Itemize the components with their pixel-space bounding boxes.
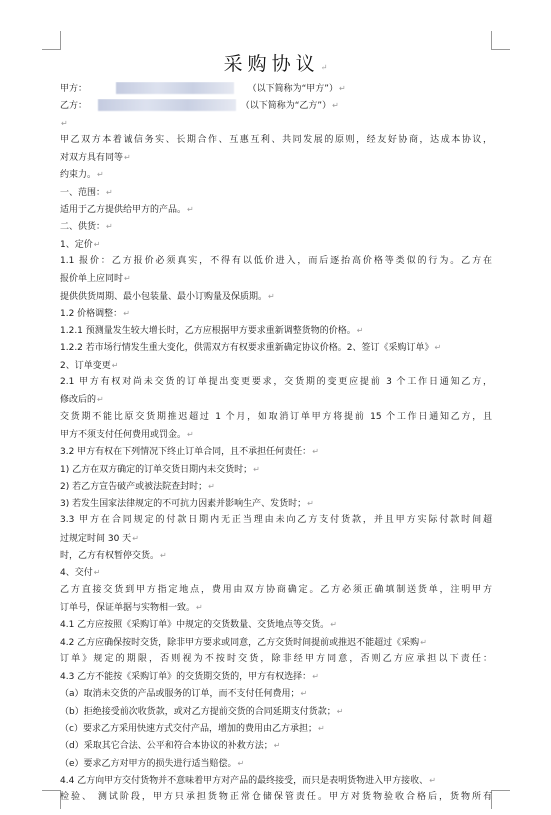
paragraph-mark-icon: ↵: [332, 101, 339, 111]
paragraph-mark-icon: ↵: [336, 706, 344, 716]
line-text: 4.1 乙方应按照《采购订单》中规定的交货数量、交货地点等交货。: [60, 620, 330, 631]
line-text: 1.2.2 若市场行情发生重大变化，供需双方有权要求重新确定协议价格。2、签订《采购订单》: [60, 343, 434, 354]
line-text: 3.3 甲方在合同规定的付款日期内无正当理由未向乙方支付货款，并且甲方实际付款时间超: [60, 515, 492, 526]
text-line: [60, 445, 492, 458]
text-line: [60, 514, 492, 527]
text-line: [60, 376, 492, 389]
line-text: 二、供货：: [60, 222, 106, 233]
text-line: [60, 705, 492, 718]
corner-mark-top-left: [42, 31, 61, 50]
text-line: [60, 601, 492, 614]
paragraph-mark-icon: ↵: [420, 637, 427, 647]
party-b-line: [60, 99, 492, 112]
party-a-line: [60, 82, 492, 95]
line-text: 4.4 乙方向甲方交付货物并不意味着甲方对产品的最终接受，而只是表明货物进入甲方接收、: [60, 775, 429, 786]
line-text: 乙方直接交货到甲方指定地点，费用由双方协商确定。乙方必须正确填制送货单，注明甲方: [60, 584, 492, 595]
text-line: [60, 549, 492, 562]
line-text: 约束力。: [60, 170, 97, 181]
line-text: （a）取消未交货的产品或服务的订单，而不支付任何费用；: [60, 689, 300, 700]
line-text: 时，乙方有权暂停交货。: [60, 551, 160, 562]
paragraph-mark-icon: ↵: [320, 63, 328, 72]
line-text: 订单号，保证单据与实物相一致。: [60, 602, 196, 613]
paragraph-mark-icon: ↵: [429, 775, 436, 785]
paragraph-mark-icon: ↵: [268, 291, 275, 301]
text-line: [60, 238, 492, 251]
line-text: 1.2.1 预测量发生较大增长时，乙方应根据甲方要求重新调整货物的价格。: [60, 326, 356, 337]
paragraph-mark-icon: ↵: [97, 395, 104, 405]
text-line: [60, 480, 492, 493]
paragraph-mark-icon: ↵: [123, 308, 130, 318]
line-text: 甲方不须支付任何费用或罚金。: [60, 429, 187, 440]
text-line: [60, 307, 492, 320]
text-line: [60, 272, 492, 285]
text-line: [60, 739, 492, 752]
line-text: 1、定价: [60, 239, 93, 250]
text-line: [60, 497, 492, 510]
text-line: [60, 618, 492, 631]
line-text: 1) 乙方在双方确定的订单交货日期内未交货时；: [60, 464, 253, 475]
line-text: （e）要求乙方对甲方的损失进行适当赔偿。: [60, 758, 237, 769]
text-line: [60, 653, 492, 666]
line-text: 4.3 乙方不能按《采购订单》的交货期交货的，甲方有权选择：: [60, 672, 312, 683]
paragraph-mark-icon: ↵: [160, 551, 167, 561]
paragraph-mark-icon: ↵: [124, 153, 131, 163]
paragraph-mark-icon: ↵: [338, 84, 346, 93]
text-line: [60, 134, 492, 147]
line-text: 3) 若发生国家法律规定的不可抗力因素并影响生产、发货时；: [60, 499, 307, 510]
paragraph-mark-icon: ↵: [273, 741, 281, 751]
party-a-label: 甲方：: [60, 84, 88, 94]
text-line: [60, 774, 492, 787]
text-line: [60, 255, 492, 268]
corner-mark-bottom-left: [42, 790, 61, 809]
line-text: 报价单上应同时: [60, 274, 124, 285]
text-line: [60, 532, 492, 545]
text-line: [60, 359, 492, 372]
party-b-label: 乙方：: [60, 101, 88, 112]
text-line: [60, 411, 492, 424]
paragraph-mark-icon: ↵: [124, 274, 131, 284]
paragraph-mark-icon: ↵: [132, 533, 139, 543]
paragraph-mark-icon: ↵: [93, 568, 101, 578]
text-line: [60, 636, 492, 649]
text-line: [60, 117, 492, 130]
line-text: 甲乙双方本着诚信务实、长期合作、互惠互利、共同发展的原则，经友好协商，达成本协议，: [60, 134, 492, 145]
line-text: 1.2 价格调整：: [60, 308, 123, 319]
title-text: 采购协议: [223, 53, 320, 75]
text-line: [60, 584, 492, 597]
corner-mark-bottom-right: [491, 790, 510, 809]
party-b-suffix: （以下简称为“乙方”）: [240, 101, 332, 112]
paragraph-mark-icon: ↵: [187, 205, 194, 215]
line-text: （c）要求乙方采用快速方式交付产品，增加的费用由乙方承担；: [60, 723, 317, 734]
paragraph-mark-icon: ↵: [61, 118, 68, 128]
text-line: [60, 670, 492, 683]
paragraph-mark-icon: ↵: [434, 343, 442, 353]
text-line: [60, 791, 492, 804]
paragraph-mark-icon: ↵: [307, 499, 314, 509]
redacted-party-b-name: [98, 99, 236, 111]
text-line: [60, 463, 492, 476]
line-text: （b）拒绝接受前次收货款，或对乙方提前交货的合同延期支付货款；: [60, 706, 336, 717]
line-text: 1.1 报价：乙方报价必须真实，不得有以低价进入，而后逐抬高价格等类似的行为。乙方在: [60, 255, 492, 266]
paragraph-mark-icon: ↵: [93, 239, 101, 249]
line-text: 4、交付: [60, 568, 93, 579]
text-line: [60, 290, 492, 303]
line-text: 4.2 乙方应确保按时交货，除非甲方要求或同意，乙方交货时间提前或推迟不能超过《采购: [60, 637, 420, 648]
text-line: [60, 687, 492, 700]
line-text: 对双方具有同等: [60, 153, 124, 164]
text-line: [60, 220, 492, 233]
line-text: 检验、 测试阶段，甲方只承担货物正常仓储保管责任。甲方对货物验收合格后，货物所有: [60, 792, 492, 803]
line-text: 2、订单变更: [60, 360, 111, 371]
text-line: [60, 341, 492, 354]
paragraph-mark-icon: ↵: [111, 360, 119, 370]
paragraph-mark-icon: ↵: [97, 170, 104, 180]
paragraph-mark-icon: ↵: [187, 429, 194, 439]
text-line: [60, 151, 492, 164]
redacted-party-a-name: [116, 82, 234, 94]
text-line: [60, 722, 492, 735]
line-text: 2.1 甲方有权对尚未交货的订单提出变更要求，交货期的变更应提前 3 个工作日通知乙方，: [60, 377, 492, 388]
paragraph-mark-icon: ↵: [356, 326, 364, 336]
text-line: [60, 393, 492, 406]
text-line: [60, 168, 492, 181]
paragraph-mark-icon: ↵: [106, 222, 113, 232]
paragraph-mark-icon: ↵: [196, 602, 203, 612]
text-line: [60, 757, 492, 770]
line-text: 提供供货周期、最小包装量、最小订购量及保质期。: [60, 291, 268, 302]
paragraph-mark-icon: ↵: [330, 620, 337, 630]
paragraph-mark-icon: ↵: [106, 187, 113, 197]
line-text: 2) 若乙方宣告破产或被法院查封时；: [60, 481, 208, 492]
text-line: [60, 186, 492, 199]
line-text: 过规定时间 30 天: [60, 533, 132, 544]
line-text: 3.2 甲方有权在下列情况下终止订单合同，且不承担任何责任：: [60, 447, 312, 458]
line-text: 修改后的: [60, 395, 97, 406]
line-text: 适用于乙方提供给甲方的产品。: [60, 205, 187, 216]
document-title[interactable]: [0, 49, 551, 76]
line-text: （d）采取其它合法、公平和符合本协议的补救方法；: [60, 741, 273, 752]
text-line: [60, 324, 492, 337]
paragraph-mark-icon: ↵: [300, 689, 308, 699]
party-a-suffix: （以下简称为“甲方”）: [247, 84, 338, 94]
line-text: 订单》规定的期限，否则视为不按时交货，除非经甲方同意，否则乙方应承担以下责任：: [60, 653, 492, 664]
document-body[interactable]: [60, 82, 492, 808]
text-line: [60, 566, 492, 579]
paragraph-mark-icon: ↵: [317, 723, 325, 733]
line-text: 交货期不能比原交货期推迟超过 1 个月，如取消订单甲方将提前 15 个工作日通知乙方，且: [60, 411, 492, 422]
paragraph-mark-icon: ↵: [312, 672, 319, 682]
paragraph-mark-icon: ↵: [208, 481, 215, 491]
paragraph-mark-icon: ↵: [253, 464, 260, 474]
line-text: 一、范围：: [60, 187, 106, 198]
corner-mark-top-right: [491, 31, 510, 50]
paragraph-mark-icon: ↵: [312, 447, 319, 457]
paragraph-mark-icon: ↵: [237, 758, 245, 768]
text-line: [60, 428, 492, 441]
text-line: [60, 203, 492, 216]
